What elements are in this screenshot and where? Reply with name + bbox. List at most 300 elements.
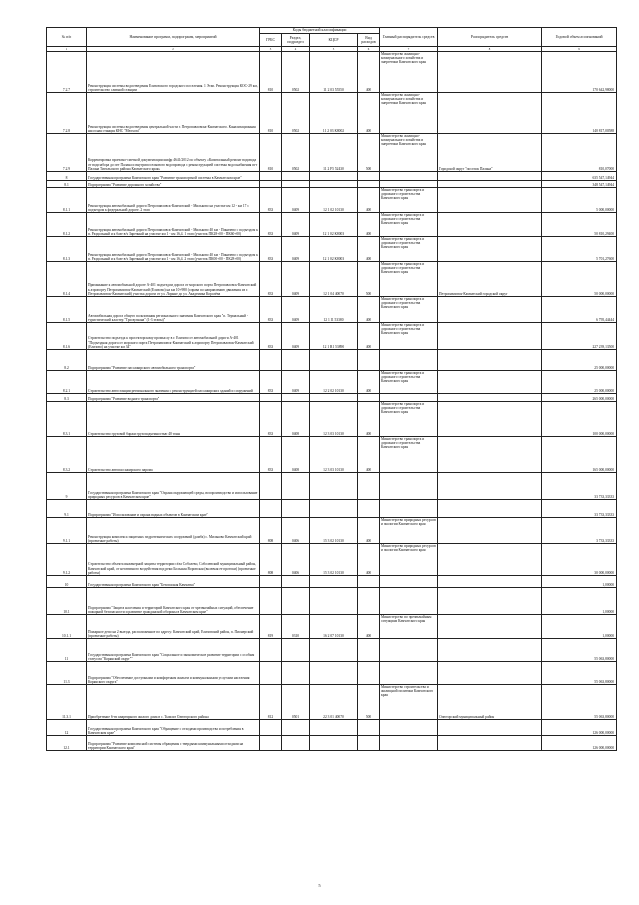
- cell-num: 8.3: [47, 394, 87, 402]
- cell-name: Реконструкция автомобильной дороги Петропавловск-Камчатский - Мильково 40 км - Пиначево с подъездом к п. Раздольный и к базе в/ч Заречный на участке км 1 - км 16,4. 2 этап (участок ПК00+00 - ПК28+00): [87, 237, 260, 262]
- cell-amount: 140 817,00588: [542, 93, 617, 134]
- cell-vid: [358, 576, 380, 588]
- cell-razdel: [282, 639, 310, 662]
- cell-num: 8.1.2: [47, 213, 87, 237]
- cell-num: 9: [47, 473, 87, 500]
- cell-kcsr: 11 2 03 55550: [310, 52, 358, 93]
- cell-resp: [380, 720, 438, 736]
- table-row: [47, 394, 617, 402]
- table-row: [47, 181, 617, 188]
- cell-kcsr: 22 3 01 40070: [310, 685, 358, 720]
- header-codes-group: Коды бюджетной классификации: [260, 28, 380, 34]
- cell-razdel: [282, 720, 310, 736]
- cell-name: Подпрограмма "Развитие комплексной системы обращения с твердыми коммунальными отходами на территории Камчатского края": [87, 736, 260, 751]
- cell-grbs: 810: [260, 93, 282, 134]
- budget-table-page: [46, 27, 616, 751]
- cell-vid: [358, 172, 380, 181]
- cell-num: 8.1.6: [47, 323, 87, 350]
- cell-razdel: 0310: [282, 615, 310, 639]
- cell-kcsr: 12 1 04 40070: [310, 262, 358, 297]
- cell-num: 11: [47, 639, 87, 662]
- cell-resp: Министерство транспорта и дорожного строительства Камчатского края: [380, 262, 438, 297]
- cell-exec: [438, 615, 542, 639]
- budget-table: [46, 27, 617, 751]
- cell-grbs: 819: [260, 615, 282, 639]
- index-cell: 9: [542, 47, 617, 52]
- cell-grbs: 833: [260, 213, 282, 237]
- cell-vid: 400: [358, 371, 380, 394]
- cell-grbs: 810: [260, 52, 282, 93]
- cell-name: Государственная программа Камчатского края "Социальное и экономическое развитие территории с особым статусом "Корякский округ"": [87, 639, 260, 662]
- table-row: [47, 736, 617, 751]
- cell-grbs: [260, 736, 282, 751]
- cell-resp: Министерство природных ресурсов и экологии Камчатского края: [380, 518, 438, 544]
- cell-vid: 400: [358, 402, 380, 437]
- cell-exec: [438, 736, 542, 751]
- cell-grbs: 808: [260, 544, 282, 576]
- cell-razdel: 0502: [282, 93, 310, 134]
- cell-num: 12: [47, 720, 87, 736]
- cell-kcsr: [310, 473, 358, 500]
- cell-resp: Министерство транспорта и дорожного строительства Камчатского края: [380, 188, 438, 213]
- cell-kcsr: [310, 639, 358, 662]
- cell-amount: 33 733,33333: [542, 500, 617, 518]
- table-row: [47, 237, 617, 262]
- cell-vid: 400: [358, 213, 380, 237]
- cell-resp: [380, 172, 438, 181]
- cell-name: Автомобильная дорога общего пользования регионального значения Камчатского края "п. Термальный - туристический кластер "Три вулкана" (1-3 этапы)": [87, 297, 260, 323]
- cell-vid: 400: [358, 188, 380, 213]
- cell-vid: [358, 500, 380, 518]
- cell-name: Государственная программа Камчатского края "Безопасная Камчатка": [87, 576, 260, 588]
- cell-grbs: 833: [260, 237, 282, 262]
- cell-razdel: [282, 736, 310, 751]
- table-row: [47, 371, 617, 394]
- cell-razdel: [282, 473, 310, 500]
- cell-name: Государственная программа Камчатского края "Охрана окружающей среды, воспроизводство и использование природных ресурсов в Камчатском крае": [87, 473, 260, 500]
- table-row: [47, 52, 617, 93]
- cell-num: 7.2.7: [47, 52, 87, 93]
- cell-resp: Министерство транспорта и дорожного строительства Камчатского края: [380, 371, 438, 394]
- cell-name: Реконструкция автомобильной дороги Петропавловск-Камчатский - Мильково на участке км 12 - км 17 с подъездом к федеральной дороге. 2 этап: [87, 188, 260, 213]
- cell-amount: 1,00000: [542, 576, 617, 588]
- cell-num: 12.1: [47, 736, 87, 751]
- cell-resp: [380, 394, 438, 402]
- cell-exec: [438, 297, 542, 323]
- cell-kcsr: 12 1 02 10130: [310, 188, 358, 213]
- cell-grbs: [260, 172, 282, 181]
- cell-exec: [438, 213, 542, 237]
- cell-vid: [358, 662, 380, 685]
- cell-resp: Министерство транспорта и дорожного строительства Камчатского края: [380, 323, 438, 350]
- index-cell: 4: [282, 47, 310, 52]
- table-row: [47, 473, 617, 500]
- cell-amount: 165 000,00000: [542, 437, 617, 473]
- page-number: 5: [318, 883, 321, 888]
- cell-num: 11.3.1: [47, 685, 87, 720]
- cell-amount: 25 000,00000: [542, 371, 617, 394]
- cell-kcsr: [310, 720, 358, 736]
- cell-kcsr: [310, 181, 358, 188]
- index-cell: 2: [87, 47, 260, 52]
- table-row: [47, 518, 617, 544]
- cell-razdel: 0409: [282, 371, 310, 394]
- table-row: [47, 297, 617, 323]
- cell-vid: [358, 639, 380, 662]
- cell-num: 8.1.4: [47, 262, 87, 297]
- table-row: [47, 615, 617, 639]
- cell-razdel: 0502: [282, 134, 310, 172]
- cell-exec: [438, 188, 542, 213]
- cell-grbs: [260, 639, 282, 662]
- cell-grbs: [260, 181, 282, 188]
- cell-grbs: 833: [260, 371, 282, 394]
- cell-resp: Министерство по чрезвычайным ситуациям Камчатского края: [380, 615, 438, 639]
- table-row: [47, 213, 617, 237]
- table-row: [47, 188, 617, 213]
- cell-kcsr: 12 3 03 10130: [310, 402, 358, 437]
- table-row: [47, 720, 617, 736]
- cell-razdel: 0409: [282, 188, 310, 213]
- cell-num: 9.1.1: [47, 518, 87, 544]
- index-cell: 1: [47, 47, 87, 52]
- index-cell: 7: [380, 47, 438, 52]
- table-row: [47, 262, 617, 297]
- index-cell: 8: [438, 47, 542, 52]
- cell-grbs: 812: [260, 685, 282, 720]
- cell-vid: 400: [358, 518, 380, 544]
- cell-exec: [438, 52, 542, 93]
- cell-name: Примыкание к автомобильной дороге А-401 подъездом дорога от морского порта Петропавловск-Камчатский к аэропорту Петропавловск-Камчатский (Елизово) на км 10+980 (справа по направлению движения из г. Петропавловск-Камчатский) участка дороги от ул. Лорнне до ул. Академика Королёва: [87, 262, 260, 297]
- cell-name: Реконструкция системы водоотведения Елизовского городского поселения. 1 Этап. Реконструкция КОС-29 км, строительство сливной станции: [87, 52, 260, 93]
- cell-resp: [380, 639, 438, 662]
- cell-kcsr: [310, 500, 358, 518]
- cell-vid: [358, 720, 380, 736]
- cell-kcsr: [310, 394, 358, 402]
- cell-exec: Петропавловск-Камчатский городской округ: [438, 262, 542, 297]
- cell-num: 11.3: [47, 662, 87, 685]
- cell-resp: Министерство жилищно-коммунального хозяйства и энергетики Камчатского края: [380, 52, 438, 93]
- cell-vid: 500: [358, 685, 380, 720]
- cell-grbs: [260, 662, 282, 685]
- cell-name: Корректировка проектно-сметной документации шифр 4641/2012 по объекту «Капитальный ремонт водовода от водозабора до пгт Палана и внутрипоселкового водопровода с реконструкцией системы водоснабжения пгт Палана Тигильского района Камчатского края»: [87, 134, 260, 172]
- cell-kcsr: 12 1 R1 53890: [310, 323, 358, 350]
- cell-exec: [438, 394, 542, 402]
- cell-name: Приобретение 6-ти квартирного жилого дома в с. Тымлат Олюторского района: [87, 685, 260, 720]
- cell-amount: 348 547,14944: [542, 181, 617, 188]
- cell-kcsr: [310, 662, 358, 685]
- cell-exec: [438, 323, 542, 350]
- table-row: [47, 639, 617, 662]
- cell-exec: [438, 588, 542, 615]
- cell-amount: 50 810,29400: [542, 213, 617, 237]
- cell-amount: 265 000,00000: [542, 394, 617, 402]
- index-cell: 3: [260, 47, 282, 52]
- cell-vid: 400: [358, 237, 380, 262]
- header-annual: Годовой объем ассигнований: [542, 28, 617, 47]
- cell-exec: Олюторский муниципальный район: [438, 685, 542, 720]
- header-vid: Вид расходов: [358, 34, 380, 47]
- cell-num: 8.2: [47, 350, 87, 371]
- cell-kcsr: [310, 588, 358, 615]
- cell-vid: 400: [358, 544, 380, 576]
- cell-grbs: 833: [260, 262, 282, 297]
- cell-num: 10.1: [47, 588, 87, 615]
- cell-vid: [358, 473, 380, 500]
- cell-name: Государственная программа Камчатского края "Развитие транспортной системы в Камчатском крае": [87, 172, 260, 181]
- cell-razdel: [282, 181, 310, 188]
- cell-exec: [438, 93, 542, 134]
- cell-vid: 400: [358, 615, 380, 639]
- header-grbs: ГРБС: [260, 34, 282, 47]
- cell-resp: [380, 736, 438, 751]
- cell-exec: [438, 544, 542, 576]
- cell-amount: 3 733,33333: [542, 518, 617, 544]
- cell-name: Реконструкция автомобильной дороги Петропавловск-Камчатский - Мильково 40 км - Пиначево с подъездом к п. Раздольный и к базе в/ч Заречный на участке км 1 - км 16,4. 1 этап (участок ПК28+00 - ПК60+00): [87, 213, 260, 237]
- header-num: № п/п: [47, 28, 87, 47]
- cell-vid: [358, 350, 380, 371]
- cell-name: Реконструкция комплекса защитных гидротехнических сооружений (дамба) с. Мильково Камчатский край (проектные работы): [87, 518, 260, 544]
- cell-kcsr: 15 3 02 10130: [310, 518, 358, 544]
- cell-exec: [438, 181, 542, 188]
- cell-exec: [438, 576, 542, 588]
- cell-amount: 5 000,00000: [542, 188, 617, 213]
- cell-razdel: [282, 576, 310, 588]
- cell-name: Подпрограмма "Использование и охрана водных объектов в Камчатском крае": [87, 500, 260, 518]
- cell-razdel: 0406: [282, 518, 310, 544]
- cell-name: Подпрограмма "Защита населения и территорий Камчатского края от чрезвычайных ситуаций, обеспечение пожарной безопасности и развитие гражданской обороны в Камчатском крае": [87, 588, 260, 615]
- cell-resp: Министерство жилищно-коммунального хозяйства и энергетики Камчатского края: [380, 93, 438, 134]
- cell-vid: 400: [358, 93, 380, 134]
- cell-name: Подпрограмма "Развитие водного транспорта": [87, 394, 260, 402]
- cell-amount: 170 642,98000: [542, 52, 617, 93]
- cell-num: 10.1.1: [47, 615, 87, 639]
- cell-name: Строительство подъезда к просекторскому промыслу в г. Елизово от автомобильной дороги А-401 "Подъездная дорога от морского порта Петропавловск-Камчатский к аэропорту Петропавловск-Камчатский (Елизово) на участке км 34": [87, 323, 260, 350]
- header-main-admin: Главный распорядитель средств: [380, 28, 438, 47]
- cell-exec: [438, 473, 542, 500]
- cell-razdel: [282, 394, 310, 402]
- cell-grbs: [260, 588, 282, 615]
- cell-amount: 126 000,00000: [542, 720, 617, 736]
- cell-vid: [358, 588, 380, 615]
- cell-vid: 400: [358, 323, 380, 350]
- table-row: [47, 323, 617, 350]
- cell-razdel: 0406: [282, 544, 310, 576]
- cell-exec: [438, 500, 542, 518]
- cell-exec: [438, 172, 542, 181]
- cell-grbs: 833: [260, 402, 282, 437]
- cell-exec: [438, 518, 542, 544]
- cell-razdel: [282, 350, 310, 371]
- cell-vid: [358, 736, 380, 751]
- table-row: [47, 350, 617, 371]
- cell-resp: Министерство транспорта и дорожного строительства Камчатского края: [380, 437, 438, 473]
- table-row: [47, 588, 617, 615]
- cell-num: 8.1.5: [47, 297, 87, 323]
- cell-name: Пожарное депо на 2 выезда, расположенное по адресу: Камчатский край, Елизовский район, п. Пионерский (проектные работы): [87, 615, 260, 639]
- cell-num: 7.2.9: [47, 134, 87, 172]
- cell-resp: Министерство транспорта и дорожного строительства Камчатского края: [380, 297, 438, 323]
- cell-amount: 55 063,80000: [542, 639, 617, 662]
- cell-name: Строительство грузовой баржи грузоподъемностью 40 тонн: [87, 402, 260, 437]
- cell-razdel: 0501: [282, 685, 310, 720]
- cell-kcsr: 12 1 I1 53380: [310, 297, 358, 323]
- cell-kcsr: [310, 350, 358, 371]
- cell-vid: 500: [358, 134, 380, 172]
- cell-name: Подпрограмма "Обеспечение доступными и комфортным жильем и коммунальными услугами населения Корякского округа": [87, 662, 260, 685]
- cell-exec: [438, 720, 542, 736]
- cell-grbs: 810: [260, 134, 282, 172]
- cell-name: Подпрограмма "Развитие пассажирского автомобильного транспорта": [87, 350, 260, 371]
- cell-grbs: [260, 720, 282, 736]
- cell-name: Строительство автопассажирского парома: [87, 437, 260, 473]
- cell-razdel: 0409: [282, 237, 310, 262]
- cell-name: Строительство автостанции регионального значения с реконструкцией пассажирских зданий и сооружений: [87, 371, 260, 394]
- cell-exec: [438, 639, 542, 662]
- cell-kcsr: 12 1 02 К8003: [310, 237, 358, 262]
- cell-num: 8.2.1: [47, 371, 87, 394]
- cell-resp: [380, 350, 438, 371]
- cell-exec: [438, 662, 542, 685]
- cell-amount: 5 701,27600: [542, 237, 617, 262]
- cell-resp: Министерство строительства и жилищной политики Камчатского края: [380, 685, 438, 720]
- table-row: [47, 500, 617, 518]
- cell-exec: [438, 350, 542, 371]
- table-row: [47, 662, 617, 685]
- cell-name: Подпрограмма "Развитие дорожного хозяйства": [87, 181, 260, 188]
- cell-resp: [380, 500, 438, 518]
- header-name: Наименование программ, подпрограмм, мероприятий: [87, 28, 260, 47]
- table-row: [47, 402, 617, 437]
- cell-razdel: 0408: [282, 402, 310, 437]
- index-cell: 6: [358, 47, 380, 52]
- cell-amount: 227 239,13500: [542, 323, 617, 350]
- cell-amount: 30 000,00000: [542, 544, 617, 576]
- table-row: [47, 685, 617, 720]
- cell-grbs: 808: [260, 518, 282, 544]
- cell-vid: [358, 181, 380, 188]
- table-row: [47, 172, 617, 181]
- cell-amount: 100 000,00000: [542, 402, 617, 437]
- cell-grbs: [260, 500, 282, 518]
- cell-kcsr: 11 2 03 К8002: [310, 93, 358, 134]
- cell-resp: Министерство транспорта и дорожного строительства Камчатского края: [380, 402, 438, 437]
- cell-grbs: [260, 394, 282, 402]
- cell-resp: Министерство природных ресурсов и экологии Камчатского края: [380, 544, 438, 576]
- header-razdel: Раздел, подраздел: [282, 34, 310, 47]
- cell-num: 8.1: [47, 181, 87, 188]
- cell-num: 9.1: [47, 500, 87, 518]
- cell-num: 8: [47, 172, 87, 181]
- cell-grbs: [260, 350, 282, 371]
- cell-resp: [380, 576, 438, 588]
- cell-kcsr: [310, 576, 358, 588]
- cell-name: Строительство объекта инженерной защиты территории сёла Соболево, Соболевский муниципальный район, Камчатский край, от негативного воздействия вод реки Большая Воровская (включая ее протоки) (проектные работы): [87, 544, 260, 576]
- cell-amount: 55 063,80000: [542, 662, 617, 685]
- cell-exec: [438, 371, 542, 394]
- header-kcsr: КЦСР: [310, 34, 358, 47]
- cell-grbs: [260, 473, 282, 500]
- cell-name: Реконструкция системы водоотведения центральной части г. Петропавловска-Камчатского. Канализационная насосная станция КНС "Мелхоза": [87, 93, 260, 134]
- cell-exec: Городской округ "поселок Палана": [438, 134, 542, 172]
- cell-razdel: [282, 662, 310, 685]
- cell-razdel: 0409: [282, 262, 310, 297]
- cell-razdel: 0409: [282, 213, 310, 237]
- cell-kcsr: 15 3 02 10130: [310, 544, 358, 576]
- table-row: [47, 437, 617, 473]
- cell-vid: 400: [358, 297, 380, 323]
- cell-kcsr: 11 2 F5 52430: [310, 134, 358, 172]
- table-row: [47, 93, 617, 134]
- cell-kcsr: 12 1 02 К8003: [310, 213, 358, 237]
- cell-vid: 400: [358, 52, 380, 93]
- cell-amount: 810,07000: [542, 134, 617, 172]
- cell-exec: [438, 237, 542, 262]
- cell-resp: [380, 181, 438, 188]
- cell-amount: 25 000,00000: [542, 350, 617, 371]
- cell-resp: Министерство жилищно-коммунального хозяйства и энергетики Камчатского края: [380, 134, 438, 172]
- cell-amount: 6 795,44444: [542, 297, 617, 323]
- cell-kcsr: [310, 736, 358, 751]
- cell-kcsr: [310, 172, 358, 181]
- cell-grbs: 833: [260, 323, 282, 350]
- cell-razdel: [282, 588, 310, 615]
- cell-num: 8.1.1: [47, 188, 87, 213]
- cell-razdel: [282, 172, 310, 181]
- cell-name: Государственная программа Камчатского края "Обращение с отходами производства и потребления в Камчатском крае": [87, 720, 260, 736]
- cell-razdel: 0409: [282, 297, 310, 323]
- cell-razdel: [282, 500, 310, 518]
- cell-grbs: 833: [260, 297, 282, 323]
- cell-kcsr: 16 2 07 10130: [310, 615, 358, 639]
- cell-amount: 126 000,00000: [542, 736, 617, 751]
- cell-grbs: [260, 576, 282, 588]
- cell-exec: [438, 437, 542, 473]
- cell-kcsr: 12 2 02 10130: [310, 371, 358, 394]
- cell-resp: Министерство транспорта и дорожного строительства Камчатского края: [380, 213, 438, 237]
- cell-vid: [358, 394, 380, 402]
- cell-resp: [380, 588, 438, 615]
- header-recipient: Распорядитель средств: [438, 28, 542, 47]
- table-row: [47, 134, 617, 172]
- cell-amount: 55 063,80000: [542, 685, 617, 720]
- cell-amount: 1,00000: [542, 615, 617, 639]
- cell-vid: 500: [358, 262, 380, 297]
- cell-kcsr: 12 3 03 10130: [310, 437, 358, 473]
- cell-grbs: 833: [260, 188, 282, 213]
- cell-num: 8.1.3: [47, 237, 87, 262]
- cell-amount: 635 547,14944: [542, 172, 617, 181]
- cell-razdel: 0408: [282, 437, 310, 473]
- cell-resp: [380, 662, 438, 685]
- cell-resp: [380, 473, 438, 500]
- cell-num: 10: [47, 576, 87, 588]
- cell-num: 8.3.2: [47, 437, 87, 473]
- cell-razdel: 0409: [282, 323, 310, 350]
- cell-amount: 33 733,33333: [542, 473, 617, 500]
- cell-amount: 50 000,00000: [542, 262, 617, 297]
- cell-resp: Министерство транспорта и дорожного строительства Камчатского края: [380, 237, 438, 262]
- index-cell: 5: [310, 47, 358, 52]
- cell-num: 7.2.8: [47, 93, 87, 134]
- cell-razdel: 0502: [282, 52, 310, 93]
- cell-num: 8.3.1: [47, 402, 87, 437]
- cell-exec: [438, 402, 542, 437]
- cell-amount: 1,00000: [542, 588, 617, 615]
- table-row: [47, 544, 617, 576]
- cell-grbs: 833: [260, 437, 282, 473]
- cell-vid: 400: [358, 437, 380, 473]
